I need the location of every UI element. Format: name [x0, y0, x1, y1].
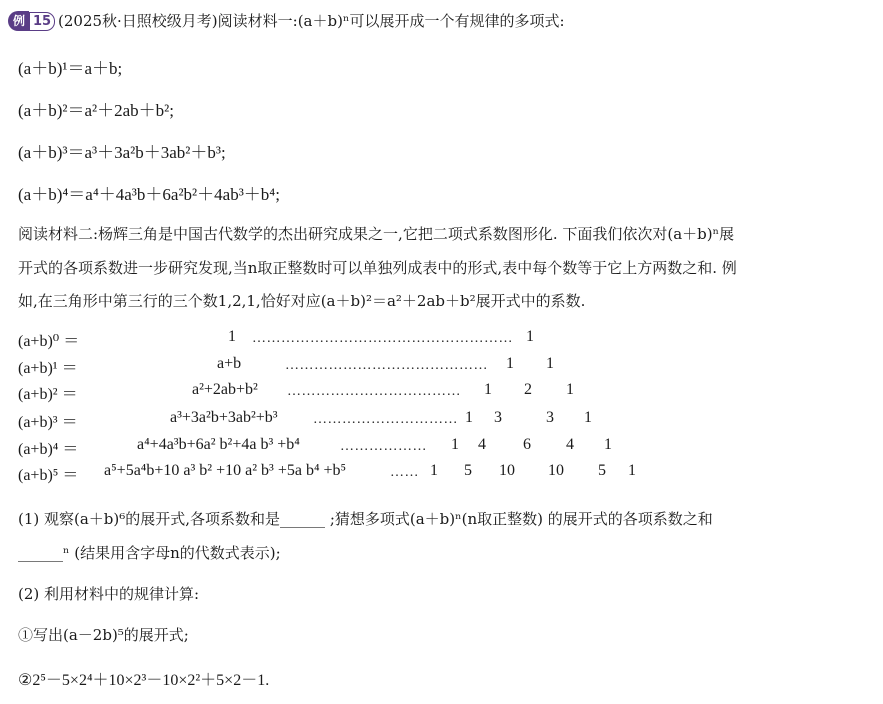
triangle-row-lhs: (a+b)⁵ ＝	[18, 467, 79, 484]
triangle-row-poly: 1	[228, 328, 236, 345]
expansion-1: (a＋b)¹＝a＋b;	[18, 59, 123, 78]
example-badge	[8, 10, 56, 32]
triangle-coef: 5	[464, 462, 472, 479]
triangle-coef: 1	[584, 409, 592, 426]
triangle-row-lhs: (a+b)³ ＝	[18, 414, 78, 431]
material2-line-1: 阅读材料二:杨辉三角是中国古代数学的杰出研究成果之一,它把二项式系数图形化. 下面我们依次对(a＋b)ⁿ展	[18, 225, 735, 243]
triangle-coef: 1	[506, 355, 514, 372]
question-2-item-1: ①写出(a－2b)⁵的展开式;	[18, 626, 189, 644]
triangle-row-poly: a³+3a²b+3ab²+b³	[170, 409, 278, 426]
triangle-row-dots: ………………………………………………	[252, 331, 513, 346]
triangle-row-lhs: (a+b)⁴ ＝	[18, 441, 79, 458]
triangle-row-dots: ………………	[340, 439, 427, 454]
question-1-line-2: ______ⁿ (结果用含字母n的代数式表示);	[18, 544, 281, 562]
example-number: 15	[29, 12, 55, 31]
triangle-coef: 1	[604, 436, 612, 453]
expansion-2: (a＋b)²＝a²＋2ab＋b²;	[18, 101, 174, 120]
triangle-coef: 3	[494, 409, 502, 426]
expansion-4: (a＋b)⁴＝a⁴＋4a³b＋6a²b²＋4ab³＋b⁴;	[18, 185, 280, 204]
triangle-row-lhs: (a+b)² ＝	[18, 386, 78, 403]
triangle-row-poly: a⁵+5a⁴b+10 a³ b² +10 a² b³ +5a b⁴ +b⁵	[104, 462, 347, 479]
triangle-row-dots: ……………………………………	[285, 358, 488, 373]
triangle-row-poly: a+b	[217, 355, 242, 372]
material2-line-2: 开式的各项系数进一步研究发现,当n取正整数时可以单独列成表中的形式,表中每个数等于它上方两数之和. 例	[18, 259, 737, 277]
example-label: 例	[8, 11, 29, 31]
triangle-coef: 4	[478, 436, 486, 453]
triangle-row-poly: a²+2ab+b²	[192, 381, 258, 398]
triangle-coef: 1	[566, 381, 574, 398]
triangle-coef: 1	[628, 462, 636, 479]
triangle-coef: 1	[430, 462, 438, 479]
triangle-coef: 5	[598, 462, 606, 479]
triangle-coef: 10	[499, 462, 515, 479]
triangle-row-poly: a⁴+4a³b+6a² b²+4a b³ +b⁴	[137, 436, 300, 453]
triangle-coef: 1	[546, 355, 554, 372]
triangle-coef: 6	[523, 436, 531, 453]
triangle-coef: 10	[548, 462, 564, 479]
triangle-row-dots: …………………………	[313, 412, 458, 427]
triangle-coef: 4	[566, 436, 574, 453]
triangle-row-dots: ………………………………	[287, 384, 461, 399]
triangle-row-lhs: (a+b)⁰ ＝	[18, 333, 80, 350]
triangle-coef: 3	[546, 409, 554, 426]
question-2-item-2: ②2⁵－5×2⁴＋10×2³－10×2²＋5×2－1.	[18, 672, 270, 689]
question-1-line-1: (1) 观察(a＋b)⁶的展开式,各项系数和是______ ;猜想多项式(a＋b)ⁿ(n取正整数) 的展开式的各项系数之和	[18, 510, 713, 528]
triangle-coef: 2	[524, 381, 532, 398]
triangle-coef: 1	[484, 381, 492, 398]
material2-line-3: 如,在三角形中第三行的三个数1,2,1,恰好对应(a＋b)²＝a²＋2ab＋b²展开式中的系数.	[18, 292, 586, 310]
triangle-row-lhs: (a+b)¹ ＝	[18, 360, 78, 377]
triangle-coef: 1	[451, 436, 459, 453]
triangle-coef: 1	[465, 409, 473, 426]
triangle-row-dots: ……	[390, 465, 419, 480]
expansion-3: (a＋b)³＝a³＋3a²b＋3ab²＋b³;	[18, 143, 226, 162]
question-2-title: (2) 利用材料中的规律计算:	[18, 585, 200, 603]
triangle-coef: 1	[526, 328, 534, 345]
problem-header: (2025秋·日照校级月考)阅读材料一:(a＋b)ⁿ可以展开成一个有规律的多项式:	[58, 12, 565, 30]
